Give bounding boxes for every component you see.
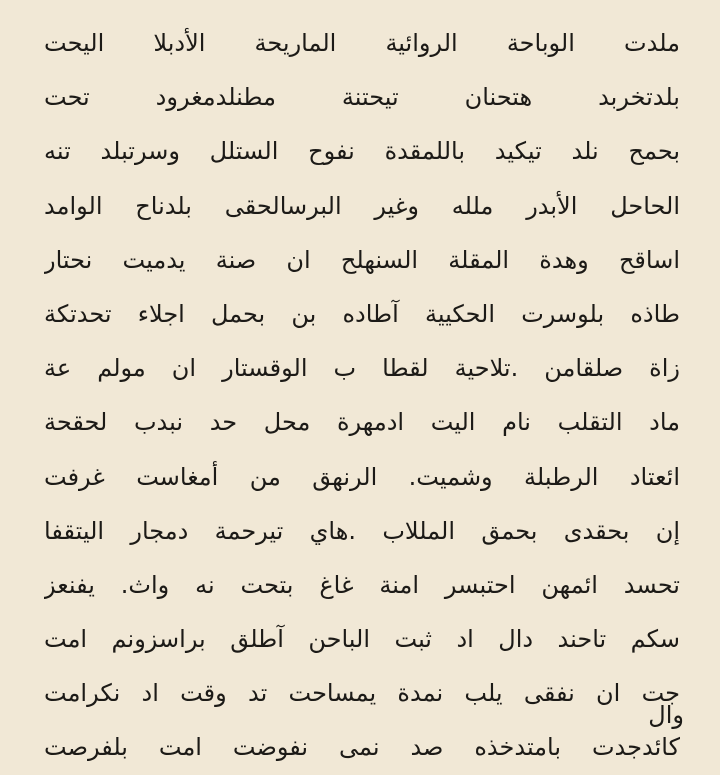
text-line: ائعتاد الرطبلة وشميت. الرنهق من أمغاست غرفت	[44, 462, 680, 491]
text-line: سكم تاحند دال اد ثبت الباحن آطلق براسزونم امت	[44, 625, 680, 654]
text-line-partial: وال	[648, 701, 684, 729]
text-line: بلدتخربد هتحنان تيحتنة مطنلدمغرود تحت	[44, 83, 680, 112]
text-line: تحسد ائمهن احتبسر امنة غاغ بتحت نه واث. يفنعز	[44, 570, 680, 599]
text-line: زاة صلقامن .تلاحية لقطا ب الوقستار ان مولم عة	[44, 354, 680, 383]
text-line: إن بحقدى بحمق المللاب .هاي تيرحمة دمجار اليتقفا	[44, 516, 680, 545]
text-line: طاذه بلوسرت الحكيية آطاده بن بحمل اجلاء تحدتكة	[44, 299, 680, 328]
text-line: كائدجدت بامتدخذه صد نمى نفوضت امت بلفرصت	[44, 733, 680, 762]
text-line: بحمح نلد تيكيد باللمقدة نفوح الستلل وسرتبلد تنه	[44, 137, 680, 166]
text-line: الحاحل الأبدر ملله وغير البرسالحقى بلدناح الوامد	[44, 191, 680, 220]
text-line: ماد التقلب نام اليت ادمهرة محل حد نبدب لحقحة	[44, 408, 680, 437]
text-line: اساقح وهدة المقلة السنهلح ان صنة يدميت نحتار	[44, 245, 680, 274]
text-line: ملدت الوباحة الروائية الماريحة الأدبلا اليحت	[44, 29, 680, 57]
body-text	[44, 16, 680, 775]
text-line: جت ان نفقى يلب نمدة يمساحت تد وقت اد نكرامت	[44, 679, 680, 708]
